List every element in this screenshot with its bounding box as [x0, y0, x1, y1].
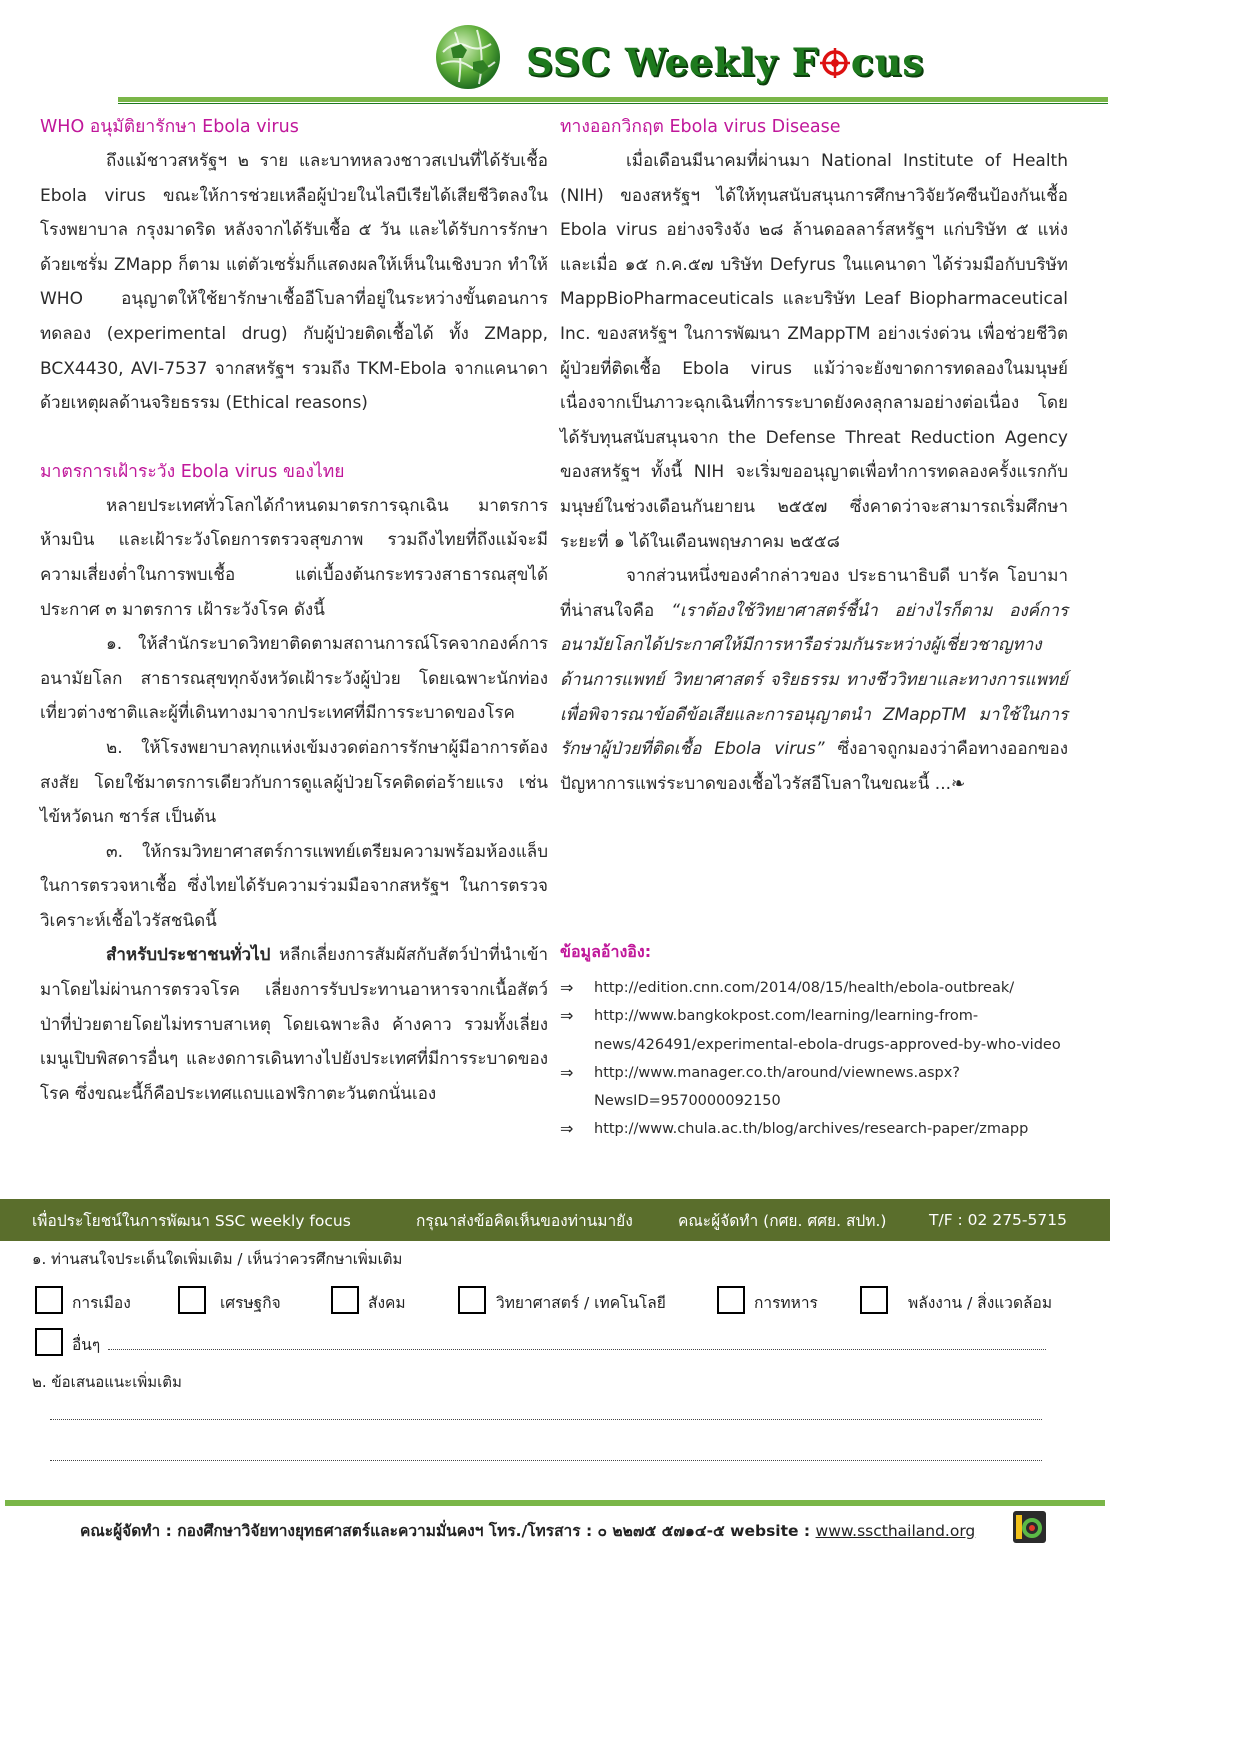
checkbox-label-society: สังคม: [368, 1294, 406, 1312]
paragraph-public-advice: สำหรับประชาชนทั่วไป หลีกเลี่ยงการสัมผัสกับสัตว์ป่าที่นำเข้ามาโดยไม่ผ่านการตรวจโรค เลี่ยงการรับประทานอาหารจากเนื้อสัตว์ป่าที่ป่วยตายโดยไม่ทราบสาเหตุ โดยเฉพาะลิง ค้างคาว รวมทั้งเลี่ยงเมนูเปิบพิสดารอื่นๆ และงดการเดินทางไปยังประเทศที่มีการระบาดของโรค ซึ่งขณะนี้ก็คือประเทศแถบแอฟริกาตะวันตกนั่นเอง: [40, 945, 548, 1104]
end-ornament-icon: ❧: [951, 773, 966, 794]
feedback-phone: T/F : 02 275-5715: [929, 1211, 1067, 1229]
reference-item[interactable]: [560, 1002, 1080, 1059]
section-heading-crisis-solution: ทางออกวิกฤต Ebola virus Disease: [560, 117, 841, 137]
right-column: [560, 110, 1068, 801]
checkbox-economy[interactable]: [178, 1286, 206, 1314]
suggestion-line-1[interactable]: [50, 1419, 1042, 1420]
checkbox-label-other: อื่นๆ: [72, 1336, 101, 1354]
checkbox-energy-environment[interactable]: [860, 1286, 888, 1314]
website-link[interactable]: www.sscthailand.org: [815, 1522, 976, 1540]
reference-link[interactable]: http://edition.cnn.com/2014/08/15/health/ebola-outbreak/: [594, 980, 1015, 996]
globe-logo-icon: [433, 22, 503, 92]
reference-link[interactable]: http://www.bangkokpost.com/learning/learning-from- news/426491/experimental-ebola-drugs-approved-by-who-video: [594, 1008, 1061, 1053]
organization-logo-icon: [1013, 1511, 1046, 1543]
checkbox-military[interactable]: [717, 1286, 745, 1314]
measure-1: ๑. ให้สำนักระบาดวิทยาติดตามสถานการณ์โรคจากองค์การอนามัยโลก สาธารณสุขทุกจังหวัดเฝ้าระวังผู้ป่วย โดยเฉพาะนักท่องเที่ยวต่างชาติและผู้ที่เดินทางมาจากประเทศที่มีการระบาดของโรค: [40, 634, 548, 724]
checkbox-label-science-tech: วิทยาศาสตร์ / เทคโนโลยี: [496, 1294, 666, 1312]
other-input-line[interactable]: [108, 1349, 1046, 1350]
feedback-request: กรุณาส่งข้อคิดเห็นของท่านมายัง: [416, 1211, 633, 1230]
target-icon: [820, 43, 850, 73]
paragraph-nih-funding: เมื่อเดือนมีนาคมที่ผ่านมา National Institute of Health (NIH) ของสหรัฐฯ ได้ให้ทุนสนับสนุนการศึกษาวิจัยวัคซีนป้องกันเชื้อ Ebola virus อย่างจริงจัง ๒๘ ล้านดอลลาร์สหรัฐฯ แก่บริษัท ๕ แห่ง และเมื่อ ๑๕ ก.ค.๕๗ บริษัท Defyrus ในแคนาดา ได้ร่วมมือกับบริษัท MappBioPharmaceuticals และบริษัท Leaf Biopharmaceutical Inc. ของสหรัฐฯ ในการพัฒนา ZMappTM อย่างเร่งด่วน เพื่อช่วยชีวิตผู้ป่วยที่ติดเชื้อ Ebola virus แม้ว่าจะยังขาดการทดลองในมนุษย์ เนื่องจากเป็นภาวะฉุกเฉินที่การระบาดยังคงลุกลามอย่างต่อเนื่อง โดยได้รับทุนสนับสนุนจาก the Defense Threat Reduction Agency ของสหรัฐฯ ทั้งนี้ NIH จะเริ่มขออนุญาตเพื่อทำการทดลองครั้งแรกกับมนุษย์ในช่วงเดือนกันยายน ๒๕๕๗ ซึ่งคาดว่าจะสามารถเริ่มศึกษาระยะที่ ๑ ได้ในเดือนพฤษภาคม ๒๕๕๘: [560, 151, 1068, 552]
feedback-bar: [0, 1199, 1110, 1241]
reference-item[interactable]: [560, 1059, 1080, 1116]
checkbox-label-economy: เศรษฐกิจ: [220, 1294, 281, 1312]
checkbox-politics[interactable]: [35, 1286, 63, 1314]
checkbox-label-energy-environment: พลังงาน / สิ่งแวดล้อม: [908, 1294, 1053, 1312]
checkbox-science-tech[interactable]: [458, 1286, 486, 1314]
measure-3: ๓. ให้กรมวิทยาศาสตร์การแพทย์เตรียมความพร้อมห้องแล็บในการตรวจหาเชื้อ ซึ่งไทยได้รับความร่วมมือจากสหรัฐฯ ในการตรวจวิเคราะห์เชื้อไวรัสชนิดนี้: [40, 841, 548, 931]
measure-2: ๒. ให้โรงพยาบาลทุกแห่งเข้มงวดต่อการรักษาผู้มีอาการต้องสงสัย โดยใช้มาตรการเดียวกับการดูแลผู้ป่วยโรคติดต่อร้ายแรง เช่น ไข้หวัดนก ซาร์ส เป็นต้น: [40, 737, 548, 828]
arrow-icon: ⇒: [560, 1062, 574, 1082]
reference-item[interactable]: [560, 974, 1080, 1002]
header-rule-thin: [118, 103, 1108, 104]
newsletter-title: SSC Weekly F cus: [526, 40, 925, 84]
paragraph-obama-quote: จากส่วนหนึ่งของคำกล่าวของ ประธานาธิบดี บารัค โอบามา ที่น่าสนใจคือ “เราต้องใช้วิทยาศาสตร์ชี้นำ อย่างไรก็ตาม องค์การอนามัยโลกได้ประกาศให้มีการหารือร่วมกันระหว่างผู้เชี่ยวชาญทางด้านการแพทย์ วิทยาศาสตร์ จริยธรรม ทางชีววิทยาและทางการแพทย์ เพื่อพิจารณาข้อดีข้อเสียและการอนุญาตนำ ZMappTM มาใช้ในการรักษาผู้ป่วยที่ติดเชื้อ Ebola virus” ซึ่งอาจถูกมองว่าคือทางออกของปัญหาการแพร่ระบาดของเชื้อไวรัสอีโบลาในขณะนี้ ...❧: [560, 566, 1068, 794]
checkbox-label-military: การทหาร: [754, 1294, 818, 1312]
left-column: [40, 110, 548, 1111]
suggestion-line-2[interactable]: [50, 1460, 1042, 1461]
references-list: [560, 974, 1080, 1144]
reference-link[interactable]: http://www.chula.ac.th/blog/archives/research-paper/zmapp: [594, 1121, 1029, 1138]
feedback-purpose: เพื่อประโยชน์ในการพัฒนา SSC weekly focus: [32, 1211, 351, 1230]
arrow-icon: ⇒: [560, 1119, 574, 1139]
references-heading: ข้อมูลอ้างอิง:: [560, 942, 652, 961]
paragraph-thai-measures: หลายประเทศทั่วโลกได้กำหนดมาตรการฉุกเฉิน มาตรการห้ามบิน และเฝ้าระวังโดยการตรวจสุขภาพ รวมถึงไทยที่ถึงแม้จะมีความเสี่ยงต่ำในการพบเชื้อ แต่เบื้องต้นกระทรวงสาธารณสุขได้ประกาศ ๓ มาตรการ เฝ้าระวังโรค ดังนี้: [40, 495, 548, 620]
paragraph-who-approval: ถึงแม้ชาวสหรัฐฯ ๒ ราย และบาทหลวงชาวสเปนที่ได้รับเชื้อ Ebola virus ขณะให้การช่วยเหลือผู้ป่วยในไลบีเรียได้เสียชีวิตลงในโรงพยาบาล กรุงมาดริด หลังจากได้รับเชื้อ ๕ วัน และได้รับการรักษาด้วยเซรั่ม ZMapp ก็ตาม แต่ตัวเซรั่มก็แสดงผลให้เห็นในเชิงบวก ทำให้ WHO อนุญาตให้ใช้ยารักษาเชื้ออีโบลาที่อยู่ในระหว่างขั้นตอนการทดลอง (experimental drug) กับผู้ป่วยติดเชื้อได้ ทั้ง ZMapp, BCX4430, AVI-7537 จากสหรัฐฯ รวมถึง TKM-Ebola จากแคนาดา ด้วยเหตุผลด้านจริยธรรม (Ethical reasons): [40, 151, 548, 414]
reference-link[interactable]: http://www.manager.co.th/around/viewnews.aspx? NewsID=9570000092150: [594, 1064, 960, 1110]
header-rule: [118, 97, 1108, 102]
arrow-icon: ⇒: [560, 978, 574, 997]
question-1: ๑. ท่านสนใจประเด็นใดเพิ่มเติม / เห็นว่าควรศึกษาเพิ่มเติม: [32, 1250, 403, 1268]
section-heading-who-approval: WHO อนุมัติยารักษา Ebola virus: [40, 117, 299, 137]
checkbox-society[interactable]: [331, 1286, 359, 1314]
arrow-icon: ⇒: [560, 1006, 574, 1026]
reference-item[interactable]: [560, 1115, 1080, 1143]
question-2: ๒. ข้อเสนอแนะเพิ่มเติม: [32, 1373, 182, 1391]
checkbox-other[interactable]: [35, 1328, 63, 1356]
footer-rule: [5, 1500, 1105, 1506]
checkbox-label-politics: การเมือง: [72, 1294, 131, 1312]
feedback-team: คณะผู้จัดทำ (กศย. ศศย. สปท.): [678, 1211, 887, 1230]
section-heading-thai-surveillance: มาตรการเฝ้าระวัง Ebola virus ของไทย: [40, 461, 345, 482]
footer-contact: คณะผู้จัดทำ : กองศึกษาวิจัยทางยุทธศาสตร์และความมั่นคงฯ โทร./โทรสาร : ๐ ๒๒๗๕ ๕๗๑๔-๕ website : www.sscthailand.org: [80, 1522, 976, 1540]
